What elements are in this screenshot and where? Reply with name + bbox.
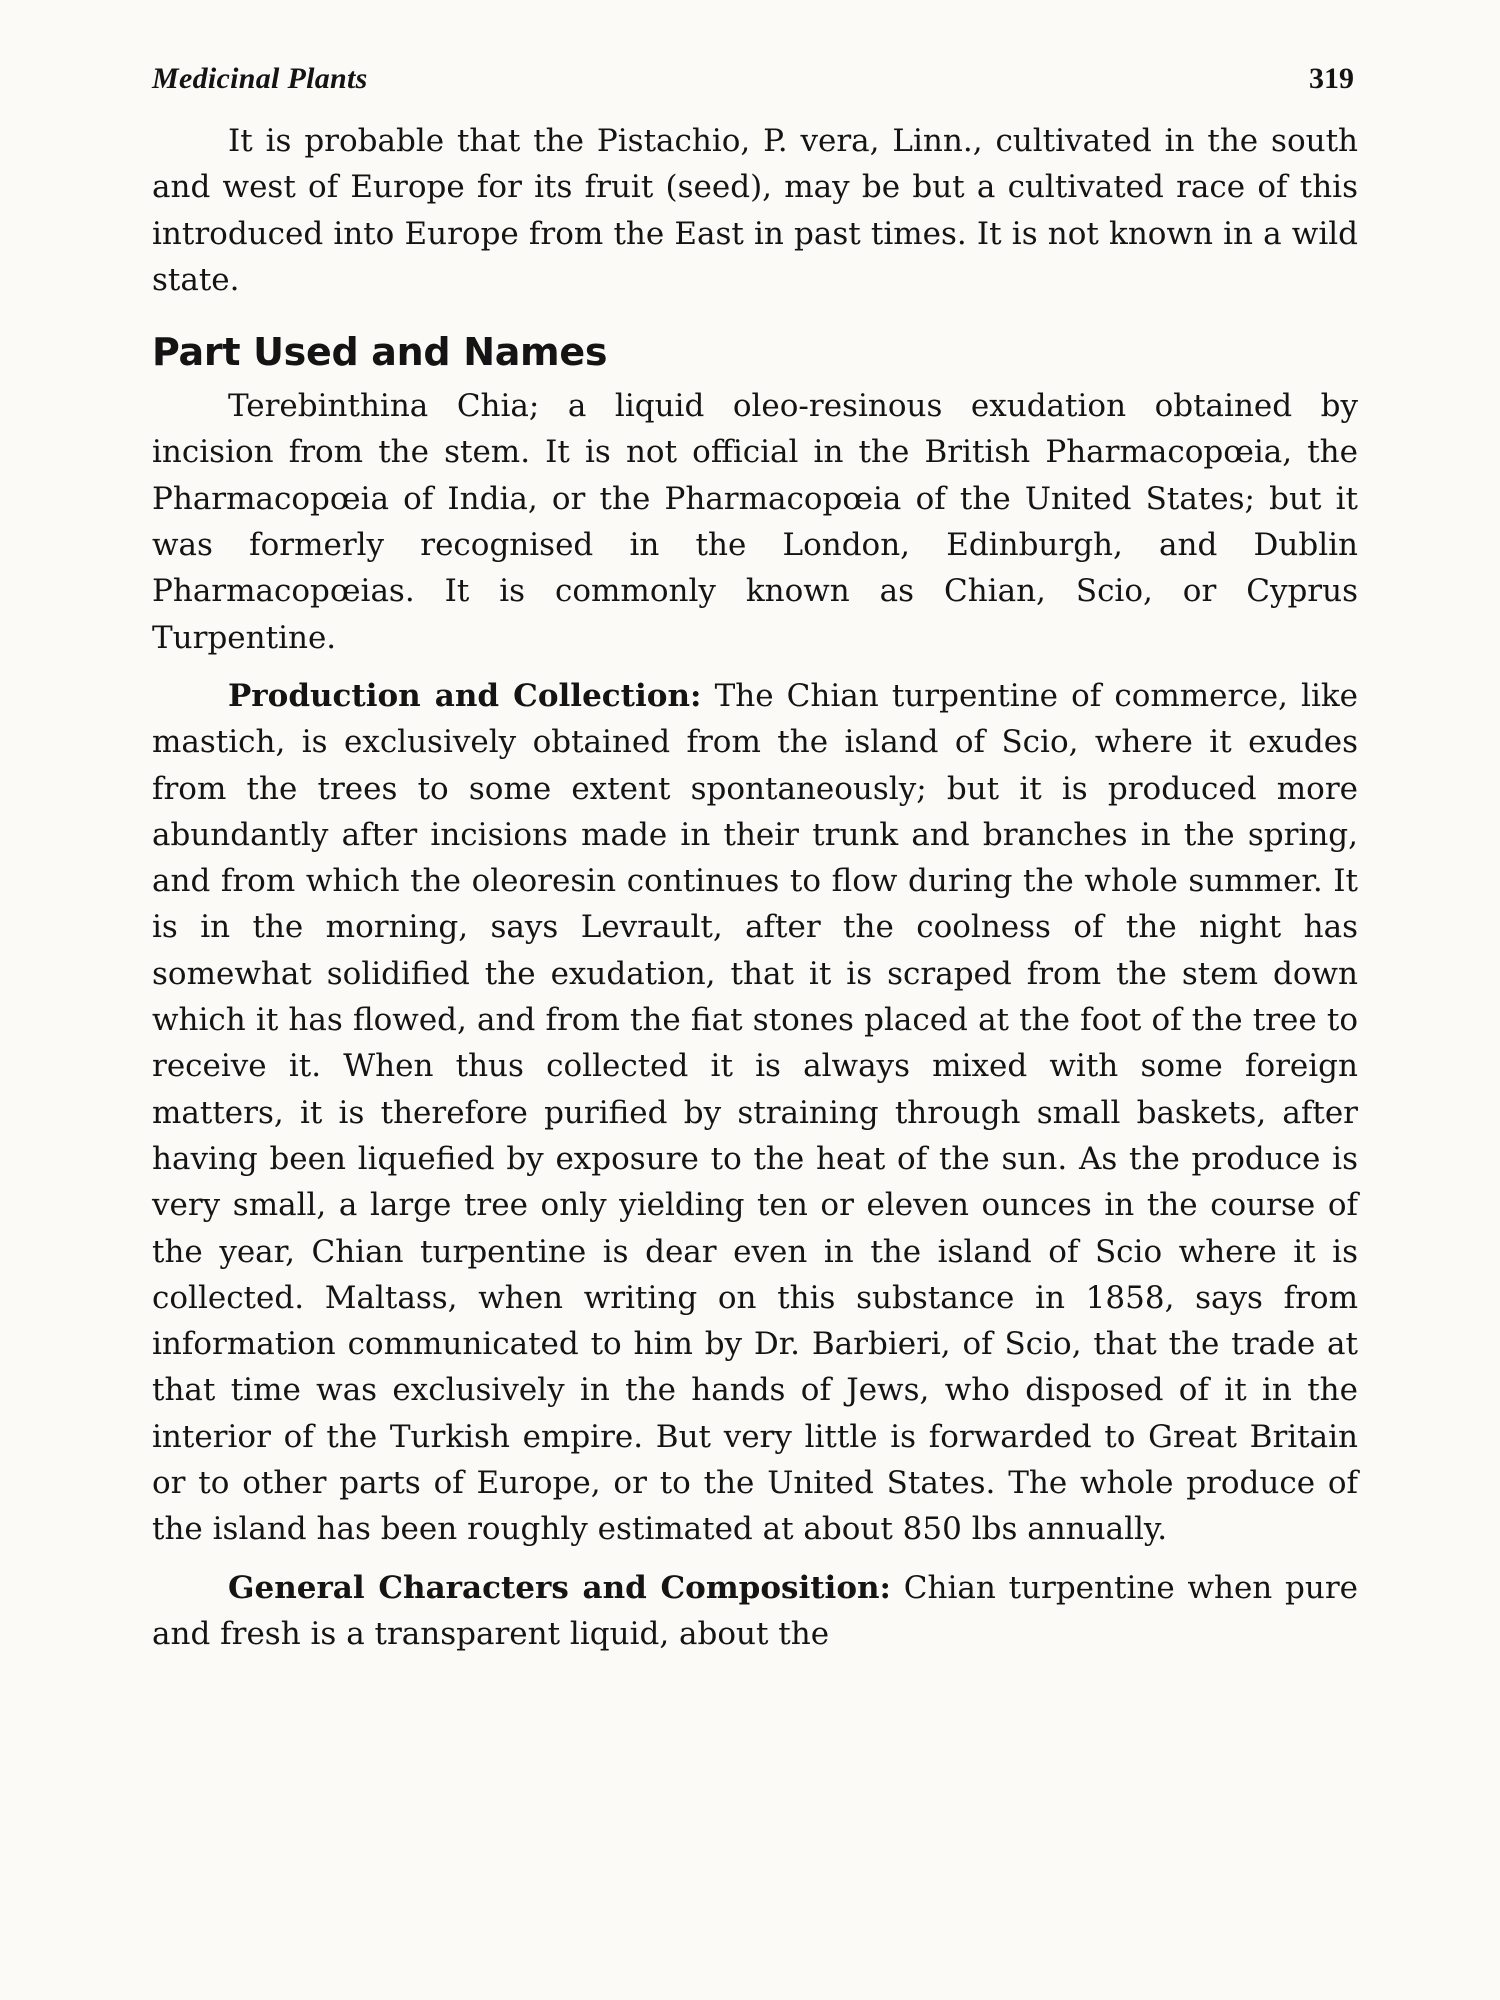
production-heading: Production and Collection: xyxy=(228,677,702,714)
section-heading: Part Used and Names xyxy=(152,330,608,375)
characters-paragraph xyxy=(152,1565,1358,1658)
page-number: 319 xyxy=(1309,62,1354,95)
production-text: The Chian turpentine of commerce, like mastich, is exclusively obtained from the island of Scio, where it exudes from the trees to some extent spontaneously; but it is produced more abundantly after incisions made in their trunk and branches in the spring, and from which the oleoresin continues to flow during the whole summer. It is in the morning, says Levrault, after the coolness of the night has somewhat solidified the exudation, that it is scraped from the stem down which it has flowed, and from the fiat stones placed at the foot of the tree to receive it. When thus collected it is always mixed with some foreign matters, it is therefore purified by straining through small baskets, after having been liquefied by exposure to the heat of the sun. As the produce is very small, a large tree only yielding ten or eleven ounces in the course of the year, Chian turpentine is dear even in the island of Scio where it is collected. Maltass, when writing on this substance in 1858, says from information communicated to him by Dr. Barbieri, of Scio, that the trade at that time was exclusively in the hands of Jews, who disposed of it in the interior of the Turkish empire. But very little is forwarded to Great Britain or to other parts of Europe, or to the United States. The whole produce of the island has been roughly estimated at about 850 lbs annually. xyxy=(152,677,1358,1548)
characters-text: Chian turpentine when pure and fresh is a transparent liquid, about the xyxy=(152,1569,1359,1652)
production-paragraph xyxy=(152,673,1358,1553)
intro-paragraph: It is probable that the Pistachio, P. vera, Linn., cultivated in the south and west of Europe for its fruit (seed), may be but a cultivated race of this introduced into Europe from the East in past times. It is not known in a wild state. xyxy=(152,123,1358,298)
running-title: Medicinal Plants xyxy=(152,62,368,95)
characters-heading: General Characters and Composition: xyxy=(228,1569,891,1606)
page-header xyxy=(152,56,1354,96)
page-body xyxy=(152,118,1358,1657)
names-paragraph: Terebinthina Chia; a liquid oleo-resinous exudation obtained by incision from the stem. It is not official in the British Pharmacopœia, the Pharmacopœia of India, or the Pharmacopœia of the United States; but it was formerly recognised in the London, Edinburgh, and Dublin Pharmacopœias. It is commonly known as Chian, Scio, or Cyprus Turpentine. xyxy=(152,388,1358,656)
